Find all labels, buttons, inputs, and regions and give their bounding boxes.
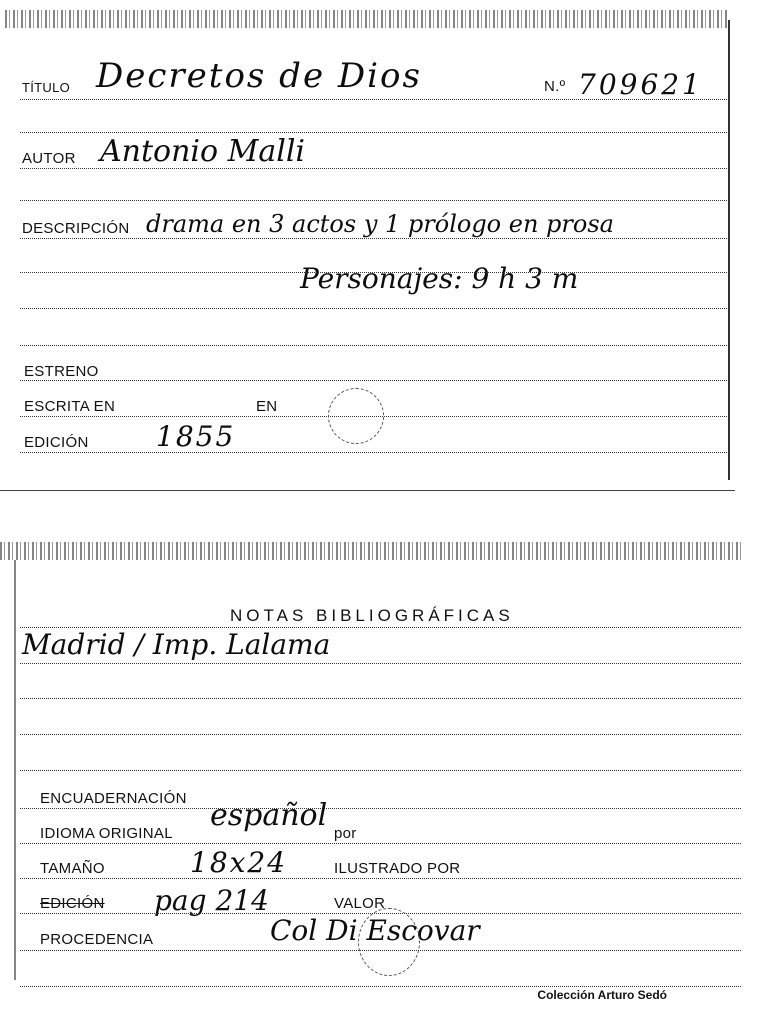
descripcion-line bbox=[20, 238, 727, 239]
encuadernacion-line bbox=[20, 808, 741, 809]
bottom-line bbox=[20, 986, 741, 987]
escrita-en-label: ESCRITA EN bbox=[24, 398, 116, 415]
ilustrado-label: ILUSTRADO POR bbox=[334, 860, 461, 877]
titulo-label: TÍTULO bbox=[22, 80, 71, 95]
idioma-line bbox=[20, 843, 741, 844]
notas-title: NOTAS BIBLIOGRÁFICAS bbox=[230, 606, 514, 625]
titulo-line bbox=[20, 99, 727, 100]
encuadernacion-label: ENCUADERNACIÓN bbox=[40, 790, 187, 807]
line-row-5 bbox=[20, 345, 727, 346]
procedencia-line bbox=[20, 950, 741, 951]
procedencia-label: PROCEDENCIA bbox=[40, 931, 154, 948]
torn-edge-bottom-card bbox=[0, 542, 741, 560]
autor-label: AUTOR bbox=[22, 150, 76, 167]
catalog-card-top bbox=[0, 0, 745, 490]
estreno-label: ESTRENO bbox=[24, 363, 99, 380]
notas-value: Madrid / Imp. Lalama bbox=[22, 628, 331, 661]
card-left-border bbox=[14, 560, 16, 980]
valor-label: VALOR bbox=[334, 895, 386, 912]
tamano-label: TAMAÑO bbox=[40, 860, 105, 877]
line-row-2 bbox=[20, 200, 727, 201]
stamp-circle-bottom bbox=[358, 908, 420, 976]
line-row-1 bbox=[20, 132, 727, 133]
notas-line-3 bbox=[20, 734, 741, 735]
idioma-value: español bbox=[210, 798, 328, 833]
estreno-line bbox=[20, 380, 727, 381]
descripcion-value: drama en 3 actos y 1 prólogo en prosa bbox=[146, 210, 614, 238]
notas-line-1 bbox=[20, 663, 741, 664]
personajes-value: Personajes: 9 h 3 m bbox=[300, 262, 579, 295]
card-right-border bbox=[728, 20, 730, 480]
footer-credit: Colección Arturo Sedó bbox=[537, 988, 667, 1002]
tamano-line bbox=[20, 878, 741, 879]
en-label: EN bbox=[256, 398, 278, 415]
edicion-line bbox=[20, 452, 727, 453]
autor-value: Antonio Malli bbox=[100, 134, 306, 169]
line-row-4 bbox=[20, 308, 727, 309]
edicion-label-bottom: EDICIÓN bbox=[40, 895, 105, 912]
procedencia-value: Col Di Escovar bbox=[270, 914, 480, 947]
stamp-circle-top bbox=[328, 388, 384, 444]
descripcion-label: DESCRIPCIÓN bbox=[22, 220, 130, 237]
line-row-3 bbox=[20, 272, 727, 273]
notas-line-4 bbox=[20, 770, 741, 771]
edicion-value-bottom: pag 214 bbox=[154, 884, 269, 917]
numero-label: N.º bbox=[544, 78, 566, 95]
por-label: por bbox=[334, 825, 357, 842]
autor-line bbox=[20, 168, 727, 169]
numero-value: 709621 bbox=[578, 68, 703, 101]
idioma-label: IDIOMA ORIGINAL bbox=[40, 825, 173, 842]
notas-line-2 bbox=[20, 698, 741, 699]
tamano-value: 18x24 bbox=[190, 846, 288, 879]
edicion-label: EDICIÓN bbox=[24, 434, 89, 451]
torn-edge-top bbox=[5, 10, 727, 28]
titulo-value: Decretos de Dios bbox=[96, 56, 422, 96]
edicion-value: 1855 bbox=[156, 420, 236, 453]
card-bottom-border bbox=[0, 490, 735, 491]
